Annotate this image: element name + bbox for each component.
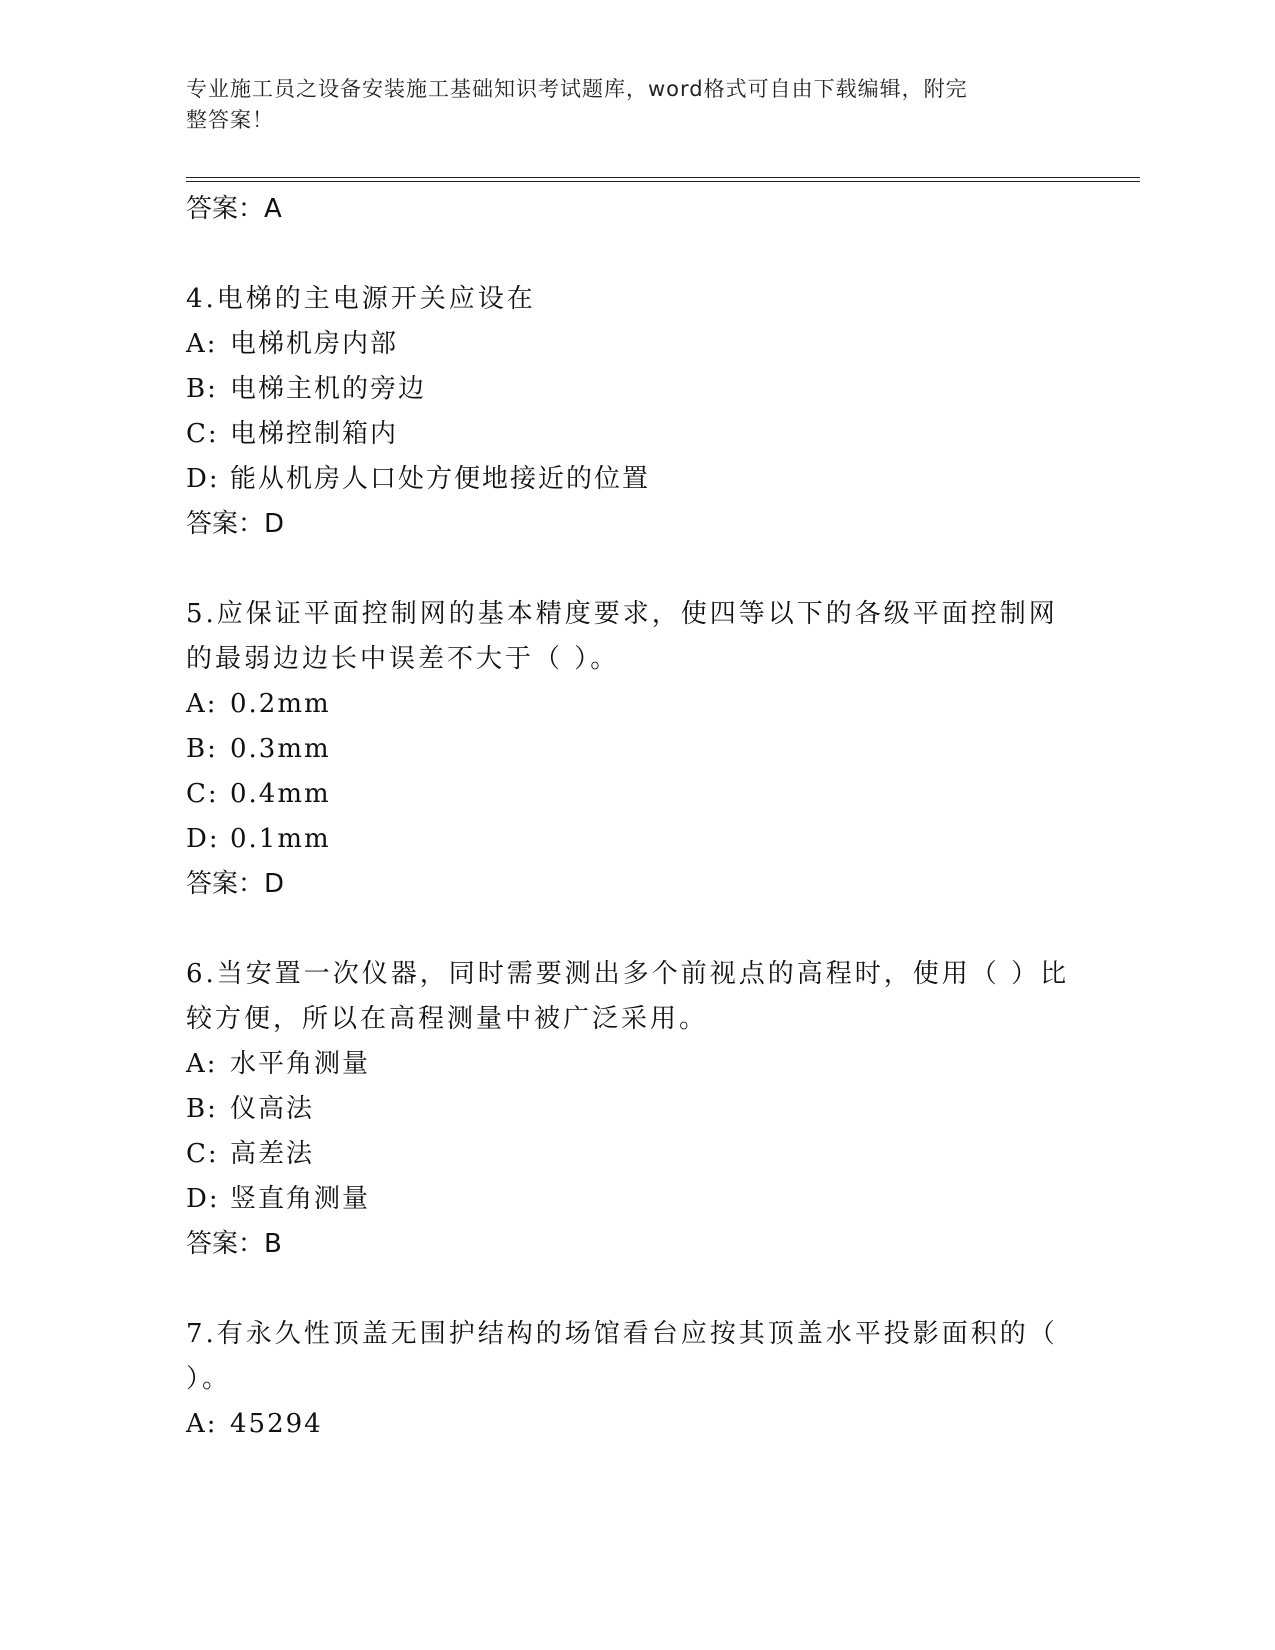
option-letter: C: bbox=[186, 779, 219, 809]
option-letter: C: bbox=[186, 1139, 219, 1169]
question-text: 7.有永久性顶盖无围护结构的场馆看台应按其顶盖水平投影面积的（ bbox=[186, 1319, 1058, 1349]
header-line-1: 专业施工员之设备安装施工基础知识考试题库，word格式可自由下载编辑，附完 bbox=[186, 77, 968, 101]
question-text: 6.当安置一次仪器，同时需要测出多个前视点的高程时，使用（ ）比 bbox=[186, 959, 1070, 989]
question-text-continued: ）。 bbox=[186, 1364, 232, 1394]
question-item bbox=[186, 592, 1086, 907]
option-letter: D: bbox=[186, 824, 220, 854]
option-c bbox=[186, 1132, 1086, 1177]
answer-line: 答案：D bbox=[186, 869, 285, 899]
option-letter: B: bbox=[186, 1094, 218, 1124]
option-a bbox=[186, 322, 1086, 367]
option-text: 电梯机房内部 bbox=[230, 329, 399, 359]
option-text: 电梯控制箱内 bbox=[230, 419, 399, 449]
answer-line: 答案：D bbox=[186, 509, 285, 539]
option-letter: A: bbox=[186, 1049, 218, 1079]
header-rule-bottom bbox=[186, 181, 1140, 182]
option-letter: A: bbox=[186, 1409, 218, 1439]
option-letter: B: bbox=[186, 374, 218, 404]
option-c bbox=[186, 412, 1086, 457]
option-d bbox=[186, 817, 1086, 862]
option-text: 0.1mm bbox=[230, 824, 331, 854]
option-a bbox=[186, 682, 1086, 727]
option-letter: B: bbox=[186, 734, 218, 764]
option-text: 竖直角测量 bbox=[230, 1184, 371, 1214]
option-text: 仪高法 bbox=[230, 1094, 315, 1124]
question-item bbox=[186, 277, 1086, 547]
question-item bbox=[186, 1312, 1086, 1447]
option-text: 0.4mm bbox=[230, 779, 331, 809]
question-text-continued: 的最弱边边长中误差不大于（ ）。 bbox=[186, 644, 620, 674]
option-letter: D: bbox=[186, 464, 220, 494]
question-content bbox=[186, 187, 1086, 1447]
answer-line: 答案：B bbox=[186, 1229, 282, 1259]
option-d bbox=[186, 1177, 1086, 1222]
document-header bbox=[186, 74, 1066, 136]
option-c bbox=[186, 772, 1086, 817]
option-text: 电梯主机的旁边 bbox=[230, 374, 427, 404]
option-text: 高差法 bbox=[230, 1139, 315, 1169]
header-line-2: 整答案！ bbox=[186, 108, 274, 132]
question-text-continued: 较方便，所以在高程测量中被广泛采用。 bbox=[186, 1004, 709, 1034]
option-letter: A: bbox=[186, 329, 218, 359]
answer-line: 答案：A bbox=[186, 194, 282, 224]
option-text: 能从机房人口处方便地接近的位置 bbox=[230, 464, 651, 494]
option-b bbox=[186, 727, 1086, 772]
question-text: 4.电梯的主电源开关应设在 bbox=[186, 284, 536, 314]
option-letter: D: bbox=[186, 1184, 220, 1214]
option-b bbox=[186, 367, 1086, 412]
option-text: 水平角测量 bbox=[230, 1049, 371, 1079]
option-letter: C: bbox=[186, 419, 219, 449]
header-rule-top bbox=[186, 177, 1140, 178]
option-text: 0.3mm bbox=[230, 734, 331, 764]
option-text: 45294 bbox=[230, 1409, 323, 1439]
option-d bbox=[186, 457, 1086, 502]
option-b bbox=[186, 1087, 1086, 1132]
option-a bbox=[186, 1402, 1086, 1447]
question-text: 5.应保证平面控制网的基本精度要求，使四等以下的各级平面控制网 bbox=[186, 599, 1058, 629]
option-text: 0.2mm bbox=[230, 689, 331, 719]
question-item bbox=[186, 952, 1086, 1267]
option-a bbox=[186, 1042, 1086, 1087]
option-letter: A: bbox=[186, 689, 218, 719]
